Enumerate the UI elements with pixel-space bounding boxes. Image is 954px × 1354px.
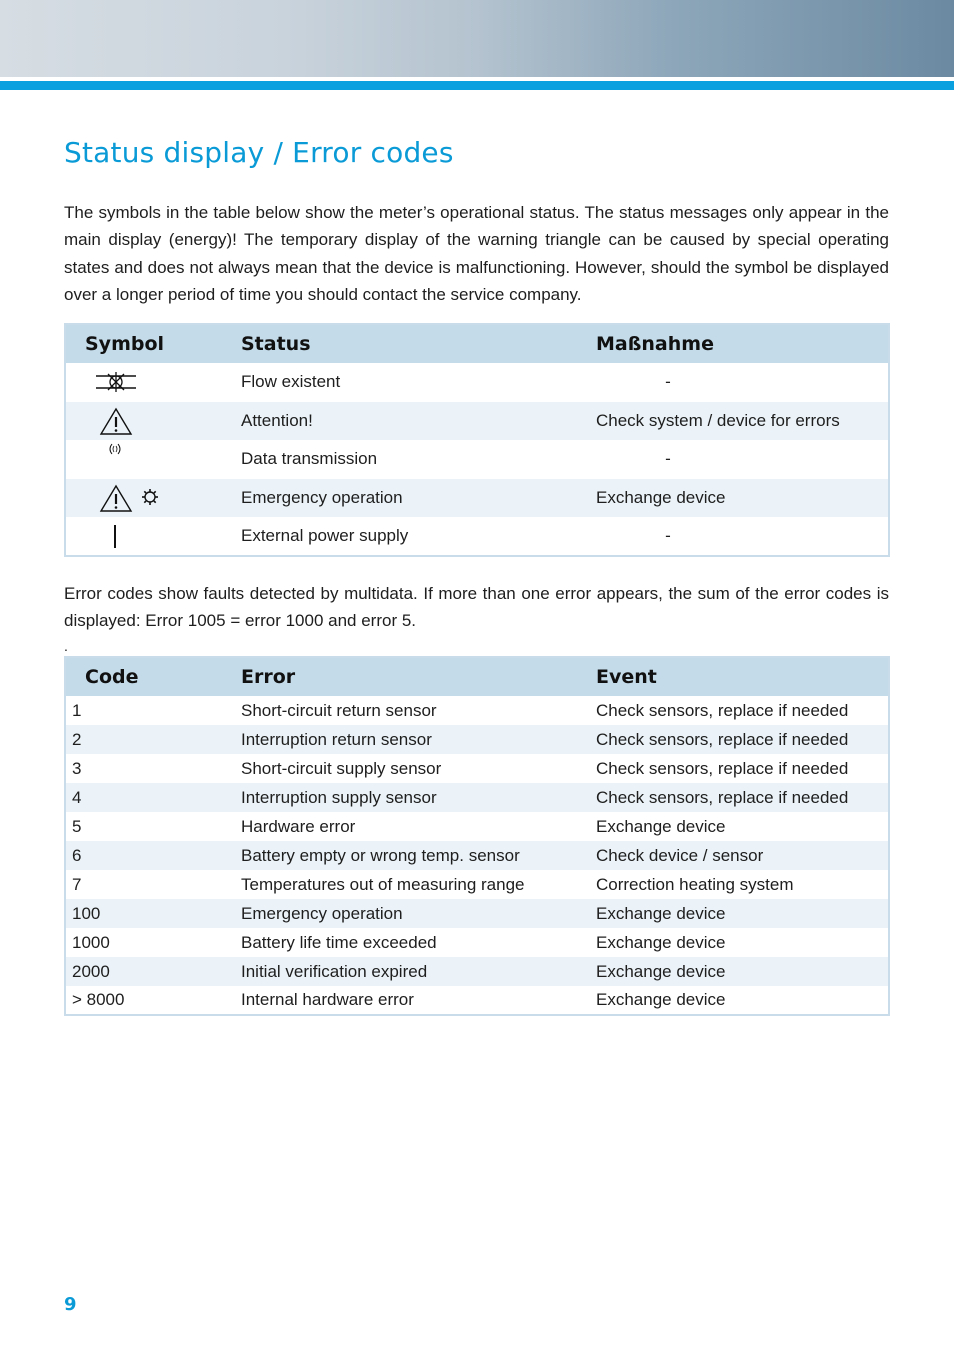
- error-text: Emergency operation: [241, 899, 596, 928]
- event-text: Check sensors, replace if needed: [596, 700, 849, 720]
- event-text: Check device / sensor: [596, 841, 889, 870]
- error-table-header: [65, 657, 889, 696]
- status-row: [65, 517, 889, 556]
- status-text: Data transmission: [241, 449, 378, 469]
- error-text: Short-circuit return sensor: [241, 700, 437, 720]
- page-number: 9: [64, 1294, 77, 1315]
- intro-paragraph: The symbols in the table below show the meter’s operational status. The status messages only appear in the main display (energy)! The temporary display of the warning triangle can be caused by special operating states and does not always mean that the device is malfunctioning. However, should the symbol be displayed over a longer period of time you should contact the service company.: [64, 203, 889, 304]
- header-band: [0, 0, 954, 77]
- status-text: Emergency operation: [241, 479, 596, 518]
- warning-triangle-icon: [98, 406, 134, 436]
- error-row: [65, 928, 889, 957]
- error-code-table: [64, 656, 890, 1016]
- status-table: [64, 323, 890, 557]
- error-code: 6: [65, 841, 241, 870]
- error-row: [65, 696, 889, 725]
- power-bar-icon: [110, 521, 120, 551]
- event-text: Exchange device: [596, 957, 889, 986]
- action-text: Exchange device: [596, 479, 889, 518]
- action-text: -: [665, 372, 671, 392]
- page-title: Status display / Error codes: [64, 136, 454, 169]
- error-row: [65, 725, 889, 754]
- event-text: Correction heating system: [596, 874, 794, 894]
- error-code: 4: [65, 783, 241, 812]
- error-code: 5: [72, 816, 82, 836]
- header-stripe: [0, 81, 954, 90]
- data-transmission-icon: [107, 442, 123, 472]
- status-row: [65, 402, 889, 441]
- error-text: Internal hardware error: [241, 990, 414, 1009]
- status-text: Attention!: [241, 402, 596, 441]
- error-code: 1000: [72, 932, 110, 952]
- error-code: 7: [72, 874, 82, 894]
- error-intro-paragraph: Error codes show faults detected by multidata. If more than one error appears, the sum of the error codes is displayed: Error 1005 = error 1000 and error 5.: [64, 584, 889, 631]
- header-status: Status: [241, 324, 596, 363]
- error-row: [65, 899, 889, 928]
- event-text: Exchange device: [596, 932, 726, 952]
- status-text: Flow existent: [241, 372, 341, 392]
- event-text: Check sensors, replace if needed: [596, 783, 889, 812]
- error-code: > 8000: [72, 990, 125, 1009]
- status-table-header: [65, 324, 889, 363]
- error-text: Interruption supply sensor: [241, 783, 596, 812]
- error-row: [65, 783, 889, 812]
- action-text: Check system / device for errors: [596, 402, 889, 441]
- event-text: Check sensors, replace if needed: [596, 758, 849, 778]
- event-text: Exchange device: [596, 990, 726, 1009]
- event-text: Check sensors, replace if needed: [596, 725, 889, 754]
- status-text: External power supply: [241, 526, 409, 546]
- error-text: Hardware error: [241, 816, 356, 836]
- error-code: 2: [65, 725, 241, 754]
- error-code: 3: [72, 758, 82, 778]
- action-text: -: [665, 449, 671, 469]
- flow-icon: [94, 367, 138, 397]
- error-row: [65, 870, 889, 899]
- error-row: [65, 957, 889, 986]
- header-code: Code: [65, 657, 241, 696]
- error-row: [65, 754, 889, 783]
- error-row: [65, 986, 889, 1015]
- error-text: Battery life time exceeded: [241, 932, 437, 952]
- error-row: [65, 812, 889, 841]
- warning-triangle-gear-icon: [98, 483, 164, 513]
- event-text: Exchange device: [596, 899, 889, 928]
- error-code: 1: [72, 700, 82, 720]
- header-event: Event: [596, 657, 889, 696]
- error-code: 100: [65, 899, 241, 928]
- error-text: Temperatures out of measuring range: [241, 874, 525, 894]
- error-text: Interruption return sensor: [241, 725, 596, 754]
- event-text: Exchange device: [596, 816, 726, 836]
- status-row: [65, 440, 889, 479]
- header-symbol: Symbol: [65, 324, 241, 363]
- error-code: 2000: [65, 957, 241, 986]
- error-row: [65, 841, 889, 870]
- status-row: [65, 363, 889, 402]
- header-error: Error: [241, 657, 596, 696]
- status-row: [65, 479, 889, 518]
- error-text: Battery empty or wrong temp. sensor: [241, 841, 596, 870]
- error-text: Short-circuit supply sensor: [241, 758, 442, 778]
- header-action: Maßnahme: [596, 324, 889, 363]
- action-text: -: [665, 526, 671, 546]
- stray-dot: .: [64, 638, 68, 654]
- error-text: Initial verification expired: [241, 957, 596, 986]
